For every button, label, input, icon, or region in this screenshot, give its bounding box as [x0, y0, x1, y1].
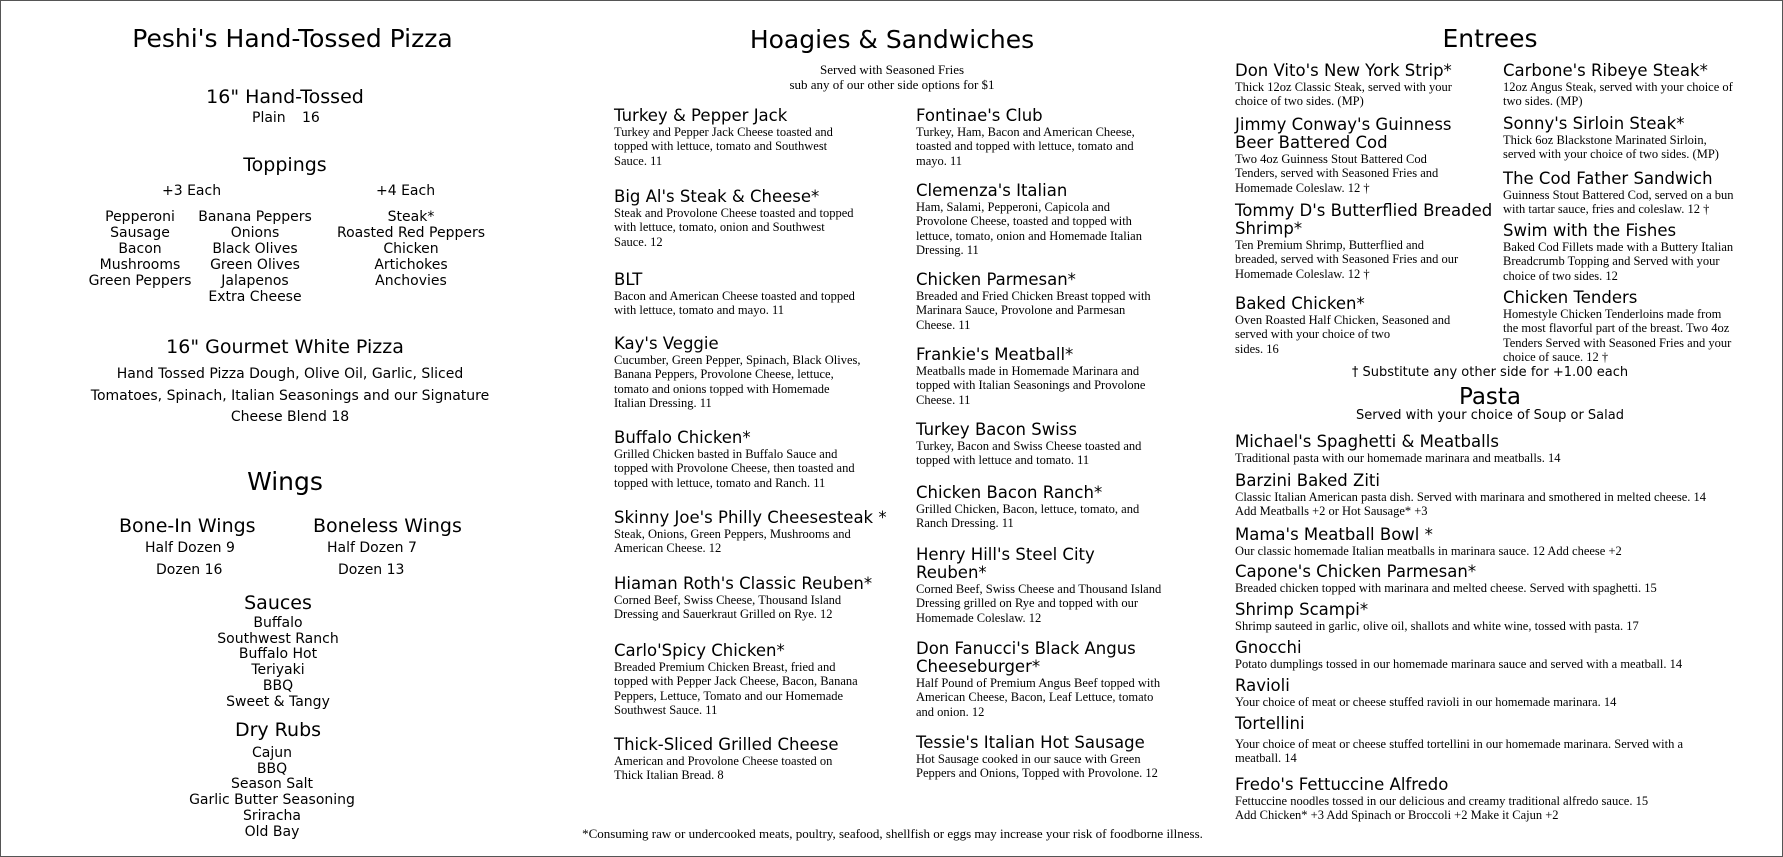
sauces-list: [180, 616, 376, 710]
sandwich-desc: Breaded Premium Chicken Breast, fried and topped with Pepper Jack Cheese, Bacon, Banana Peppers, Lettuce, Tomato and our Homemade Southwest Sauce. 11: [614, 660, 858, 717]
sandwich-name: Buffalo Chicken*: [614, 428, 751, 447]
dry-rubs-title: Dry Rubs: [234, 719, 322, 741]
toppings-plus4-label: +4 Each: [376, 183, 436, 199]
topping-item: Black Olives: [212, 241, 298, 257]
entree-desc: Oven Roasted Half Chicken, Seasoned and served with your choice of two sides. 16: [1235, 313, 1451, 356]
sandwich-item: [916, 545, 1162, 625]
bone-in-title: Bone-In Wings: [119, 515, 256, 537]
sandwich-desc: Cucumber, Green Pepper, Spinach, Black Olives, Banana Peppers, Provolone Cheese, lettuce, tomato and onions topped with Homemade Italian Dressing. 11: [614, 353, 861, 410]
bone-in-dozen: Dozen 16: [156, 562, 223, 578]
pasta-desc: Our classic homemade Italian meatballs in marinara sauce. 12 Add cheese +2: [1235, 544, 1622, 558]
sandwich-name: Chicken Parmesan*: [916, 270, 1076, 289]
pasta-name: Capone's Chicken Parmesan*: [1235, 562, 1477, 581]
entree-name: Carbone's Ribeye Steak*: [1503, 61, 1708, 80]
sandwich-desc: Turkey and Pepper Jack Cheese toasted and topped with lettuce, tomato and Southwest Sauce. 11: [614, 125, 833, 168]
sauce-item: Southwest Ranch: [217, 630, 339, 647]
sauce-item: BBQ: [262, 677, 294, 694]
sandwich-desc: Ham, Salami, Pepperoni, Capicola and Provolone Cheese, toasted and topped with lettuce, tomato, onion and Homemade Italian Dressing. 11: [916, 200, 1142, 257]
entree-desc: Homestyle Chicken Tenderloins made from the most flavorful part of the breast. Two 4oz Tenders Served with Seasoned Fries and your choice of sauce. 12 †: [1503, 307, 1732, 364]
pasta-subtitle: Served with your choice of Soup or Salad: [1356, 408, 1624, 423]
topping-item: Chicken: [383, 241, 439, 257]
entree-name: The Cod Father Sandwich: [1503, 169, 1713, 188]
pasta-item: [1235, 601, 1775, 633]
toppings-plus3-label: +3 Each: [162, 183, 222, 199]
dry-rub-item: Old Bay: [244, 823, 300, 840]
topping-item: Mushrooms: [99, 257, 181, 273]
sandwich-name: Turkey Bacon Swiss: [916, 420, 1077, 439]
entree-item: [1503, 115, 1773, 162]
sandwich-desc: Corned Beef, Swiss Cheese, Thousand Island Dressing and Sauerkraut Grilled on Rye. 12: [614, 593, 842, 622]
pasta-name: Barzini Baked Ziti: [1235, 471, 1380, 490]
sandwich-desc: Corned Beef, Swiss Cheese and Thousand Island Dressing grilled on Rye and topped with our Homemade Coleslaw. 12: [916, 582, 1162, 625]
pasta-item: [1235, 563, 1775, 595]
pasta-item: [1235, 776, 1775, 823]
toppings-list-1: [84, 209, 196, 289]
sauce-item: Buffalo Hot: [238, 646, 318, 663]
sandwich-name: Clemenza's Italian: [916, 181, 1068, 200]
topping-item: Green Olives: [210, 257, 300, 273]
sandwich-item: [614, 429, 894, 490]
sandwich-item: [916, 734, 1206, 781]
boneless-dozen: Dozen 13: [338, 562, 405, 578]
pasta-desc: Your choice of meat or cheese stuffed ravioli in our homemade marinara. 14: [1235, 695, 1617, 709]
sandwich-name: Fontinae's Club: [916, 106, 1043, 125]
foodborne-footnote: *Consuming raw or undercooked meats, poultry, seafood, shellfish or eggs may increase your risk of foodborne illness.: [582, 826, 1203, 841]
entree-name: Chicken Tenders: [1503, 288, 1638, 307]
topping-item: Anchovies: [375, 273, 447, 289]
sandwich-name: Thick-Sliced Grilled Cheese: [614, 735, 839, 754]
entree-name: Baked Chicken*: [1235, 294, 1365, 313]
sandwich-name: Hiaman Roth's Classic Reuben*: [614, 574, 873, 593]
sandwich-desc: American and Provolone Cheese toasted on Thick Italian Bread. 8: [614, 754, 833, 783]
dry-rubs-list: [172, 746, 372, 840]
entree-item: [1235, 202, 1493, 281]
entree-item: [1235, 62, 1485, 109]
sauces-title: Sauces: [244, 592, 312, 614]
sandwich-name: Don Fanucci's Black Angus Cheeseburger*: [916, 639, 1136, 676]
sandwich-name: Big Al's Steak & Cheese*: [614, 187, 820, 206]
pasta-desc: Potato dumplings tossed in our homemade marinara sauce and served with a meatball. 14: [1235, 657, 1683, 671]
topping-item: Green Peppers: [88, 273, 192, 289]
sandwich-name: Chicken Bacon Ranch*: [916, 483, 1103, 502]
pasta-desc: Traditional pasta with our homemade marinara and meatballs. 14: [1235, 451, 1561, 465]
entree-item: [1503, 62, 1773, 109]
boneless-title: Boneless Wings: [313, 515, 462, 537]
sauce-item: Buffalo: [253, 615, 303, 631]
entree-desc: Baked Cod Fillets made with a Buttery Italian Breadcrumb Topping and Served with your choice of two sides. 12: [1503, 240, 1734, 283]
wings-title: Wings: [247, 467, 323, 496]
sandwich-item: [916, 271, 1206, 332]
pasta-name: Ravioli: [1235, 676, 1290, 695]
sandwich-item: [614, 335, 894, 410]
pasta-item: [1235, 639, 1775, 671]
topping-item: Bacon: [118, 241, 162, 257]
sandwich-item: [614, 642, 894, 717]
dry-rub-item: Garlic Butter Seasoning: [189, 792, 355, 809]
topping-item: Jalapenos: [221, 273, 289, 289]
sandwich-desc: Turkey, Ham, Bacon and American Cheese, toasted and topped with lettuce, tomato and mayo. 11: [916, 125, 1135, 168]
entree-desc: Ten Premium Shrimp, Butterflied and breaded, served with Seasoned Fries and our Homemade Coleslaw. 12 †: [1235, 238, 1459, 281]
entree-item: [1503, 170, 1773, 217]
pasta-item: [1235, 677, 1775, 709]
boneless-half: Half Dozen 7: [327, 540, 417, 556]
plain-label: Plain: [252, 110, 286, 126]
sandwich-item: [614, 509, 894, 556]
sandwich-name: BLT: [614, 270, 643, 289]
pasta-desc: Breaded chicken topped with marinara and melted cheese. Served with spaghetti. 15: [1235, 581, 1657, 595]
sandwich-item: [614, 188, 894, 249]
pasta-name: Mama's Meatball Bowl *: [1235, 525, 1433, 544]
pasta-item: [1235, 526, 1775, 558]
sandwich-desc: Grilled Chicken basted in Buffalo Sauce and topped with Provolone Cheese, then toasted and topped with lettuce, tomato and Ranch. 11: [614, 447, 855, 490]
sandwich-name: Henry Hill's Steel City Reuben*: [916, 545, 1095, 582]
substitute-note: † Substitute any other side for +1.00 each: [1351, 365, 1629, 380]
sauce-item: Teriyaki: [251, 662, 305, 679]
toppings-list-2: [196, 209, 314, 305]
hand-tossed-title: 16" Hand-Tossed: [206, 86, 364, 108]
sandwich-desc: Bacon and American Cheese toasted and topped with lettuce, tomato and mayo. 11: [614, 289, 855, 318]
entree-item: [1235, 295, 1485, 356]
sandwich-desc: Hot Sausage cooked in our sauce with Green Peppers and Onions, Topped with Provolone. 12: [916, 752, 1158, 781]
entree-desc: Thick 12oz Classic Steak, served with your choice of two sides. (MP): [1235, 80, 1452, 109]
sandwich-desc: Steak, Onions, Green Peppers, Mushrooms and American Cheese. 12: [614, 527, 851, 556]
entree-item: [1235, 116, 1485, 195]
gourmet-description: Hand Tossed Pizza Dough, Olive Oil, Garlic, Sliced Tomatoes, Spinach, Italian Seasonings and our Signature Cheese Blend 18: [90, 366, 490, 425]
pasta-name: Tortellini: [1235, 714, 1305, 733]
topping-item: Pepperoni: [105, 209, 175, 225]
dry-rub-item: BBQ: [256, 760, 288, 777]
sandwich-name: Turkey & Pepper Jack: [614, 106, 788, 125]
sandwich-name: Tessie's Italian Hot Sausage: [916, 733, 1145, 752]
entree-desc: Thick 6oz Blackstone Marinated Sirloin, served with your choice of two sides. (MP): [1503, 133, 1719, 162]
entree-desc: Guinness Stout Battered Cod, served on a bun with tartar sauce, fries and coleslaw. 12 †: [1503, 188, 1734, 217]
sandwich-desc: Steak and Provolone Cheese toasted and topped with lettuce, tomato, onion and Southwest Sauce. 12: [614, 206, 854, 249]
sandwich-name: Skinny Joe's Philly Cheesesteak *: [614, 508, 887, 527]
entree-desc: 12oz Angus Steak, served with your choice of two sides. (MP): [1503, 80, 1733, 109]
sandwich-item: [614, 736, 894, 783]
pasta-name: Gnocchi: [1235, 638, 1302, 657]
sandwich-name: Kay's Veggie: [614, 334, 719, 353]
toppings-title: Toppings: [243, 154, 327, 176]
topping-item: Roasted Red Peppers: [336, 225, 486, 241]
sandwich-name: Carlo'Spicy Chicken*: [614, 641, 785, 660]
dry-rub-item: Cajun: [252, 745, 292, 761]
entree-desc: Two 4oz Guinness Stout Battered Cod Tenders, served with Seasoned Fries and Homemade Coleslaw. 12 †: [1235, 152, 1439, 195]
topping-item: Extra Cheese: [208, 289, 302, 305]
pasta-name: Michael's Spaghetti & Meatballs: [1235, 432, 1499, 451]
pasta-desc: Classic Italian American pasta dish. Served with marinara and smothered in melted cheese. 14 Add Meatballs +2 or Hot Sausage* +3: [1235, 490, 1707, 519]
sandwich-desc: Turkey, Bacon and Swiss Cheese toasted and topped with lettuce and tomato. 11: [916, 439, 1142, 468]
pasta-item: [1235, 715, 1775, 766]
entree-item: [1503, 289, 1773, 364]
hoagies-subtitle: Served with Seasoned Fries sub any of our other side options for $1: [789, 62, 995, 92]
entree-name: Don Vito's New York Strip*: [1235, 61, 1452, 80]
sandwich-item: [916, 107, 1206, 168]
topping-item: Steak*: [387, 209, 435, 225]
plain-price: 16: [302, 110, 320, 126]
sandwich-item: [916, 421, 1206, 468]
bone-in-half: Half Dozen 9: [145, 540, 235, 556]
sandwich-name: Frankie's Meatball*: [916, 345, 1074, 364]
sandwich-item: [614, 107, 894, 168]
pasta-desc: Shrimp sauteed in garlic, olive oil, shallots and white wine, tossed with pasta. 17: [1235, 619, 1639, 633]
sandwich-desc: Half Pound of Premium Angus Beef topped with American Cheese, Bacon, Leaf Lettuce, tomato and onion. 12: [916, 676, 1161, 719]
toppings-list-3: [335, 209, 487, 289]
sandwich-desc: Meatballs made in Homemade Marinara and topped with Italian Seasonings and Provolone Cheese. 11: [916, 364, 1146, 407]
entree-item: [1503, 222, 1773, 283]
dry-rub-item: Sriracha: [242, 807, 302, 824]
topping-item: Banana Peppers: [198, 209, 312, 225]
sandwich-item: [614, 575, 894, 622]
entrees-title: Entrees: [1442, 24, 1538, 53]
sandwich-item: [916, 346, 1206, 407]
sandwich-item: [916, 639, 1161, 719]
pizza-title: Peshi's Hand-Tossed Pizza: [132, 24, 453, 53]
sandwich-item: [916, 182, 1206, 257]
dry-rub-item: Season Salt: [230, 776, 314, 793]
entree-name: Swim with the Fishes: [1503, 221, 1677, 240]
pasta-name: Shrimp Scampi*: [1235, 600, 1369, 619]
entree-name: Tommy D's Butterflied Breaded Shrimp*: [1235, 201, 1493, 238]
entree-name: Jimmy Conway's Guinness Beer Battered Cod: [1235, 115, 1452, 152]
pasta-desc: Fettuccine noodles tossed in our delicious and creamy traditional alfredo sauce. 15 Add Chicken* +3 Add Spinach or Broccoli +2 Make it Cajun +2: [1235, 794, 1649, 823]
pasta-desc: Your choice of meat or cheese stuffed tortellini in our homemade marinara. Served with a meatball. 14: [1235, 737, 1684, 766]
pasta-name: Fredo's Fettuccine Alfredo: [1235, 775, 1449, 794]
sandwich-item: [916, 484, 1206, 531]
entree-name: Sonny's Sirloin Steak*: [1503, 114, 1685, 133]
pasta-title: Pasta: [1458, 384, 1522, 410]
topping-item: Sausage: [110, 225, 170, 241]
pasta-item: [1235, 472, 1775, 519]
sandwich-desc: Grilled Chicken, Bacon, lettuce, tomato, and Ranch Dressing. 11: [916, 502, 1140, 531]
topping-item: Onions: [230, 225, 280, 241]
topping-item: Artichokes: [374, 257, 448, 273]
pasta-item: [1235, 433, 1775, 465]
gourmet-title: 16" Gourmet White Pizza: [166, 336, 404, 358]
sauce-item: Sweet & Tangy: [226, 693, 330, 710]
hoagies-title: Hoagies & Sandwiches: [749, 25, 1035, 54]
sandwich-desc: Breaded and Fried Chicken Breast topped with Marinara Sauce, Provolone and Parmesan Cheese. 11: [916, 289, 1151, 332]
sandwich-item: [614, 271, 894, 318]
